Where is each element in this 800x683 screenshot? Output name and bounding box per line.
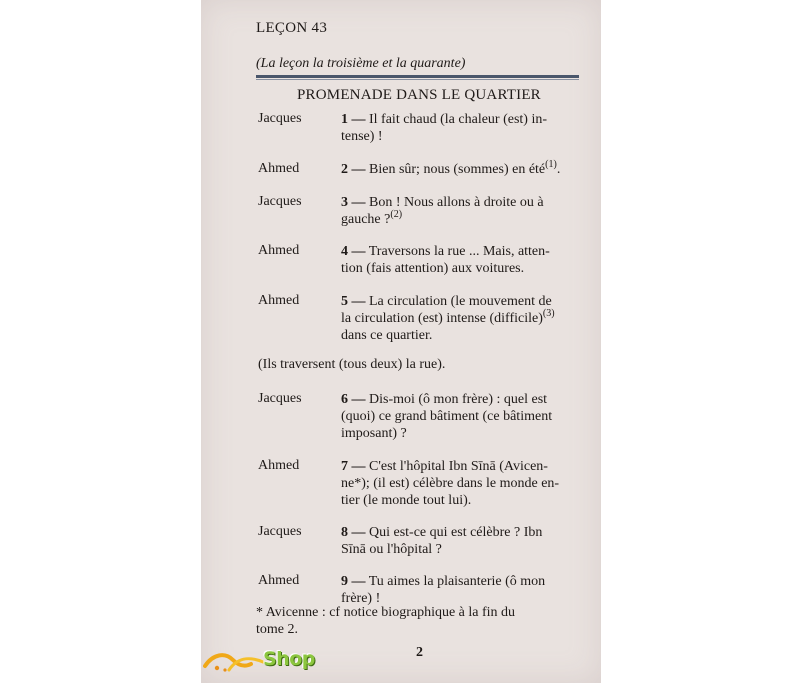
stage-direction: (Ils traversent (tous deux) la rue). (258, 357, 446, 372)
dialogue-text: Qui est-ce qui est célèbre ? Ibn (369, 525, 543, 540)
dialogue-text: frère) ! (341, 591, 381, 606)
swoosh-icon (203, 648, 267, 676)
dialogue-line-1 (341, 111, 582, 145)
header-rule-thin (256, 79, 579, 80)
dialogue-text: la circulation (est) intense (difficile) (341, 311, 543, 326)
line-number: 1 — (341, 112, 366, 127)
dialogue-text: gauche ? (341, 212, 391, 227)
dialogue-text: Il fait chaud (la chaleur (est) in- (369, 112, 548, 127)
dialogue-text: Bon ! Nous allons à droite ou à (369, 195, 544, 210)
dialogue-text: La circulation (le mouvement de (369, 294, 552, 309)
speaker-8: Jacques (258, 524, 302, 539)
footnote-line: tome 2. (256, 622, 298, 637)
dialogue-text: tense) ! (341, 129, 383, 144)
speaker-9: Ahmed (258, 573, 300, 588)
dialogue-text: tier (le monde tout lui). (341, 493, 472, 508)
section-heading: PROMENADE DANS LE QUARTIER (297, 87, 541, 103)
shop-logo (203, 644, 323, 678)
dialogue-text: Traversons la rue ... Mais, atten- (368, 244, 550, 259)
note-ref: (2) (390, 209, 403, 220)
line-number: 7 — (341, 459, 366, 474)
page-number: 2 (416, 645, 423, 660)
dialogue-text: . (556, 162, 561, 177)
speaker-3: Jacques (258, 194, 302, 209)
dialogue-text: ne*); (il est) célèbre dans le monde en- (341, 476, 560, 491)
line-number: 4 — (341, 244, 366, 259)
dialogue-line-3 (341, 194, 582, 228)
line-number: 5 — (341, 294, 366, 309)
dialogue-text: Sīnā ou l'hôpital ? (341, 542, 442, 557)
line-number: 9 — (341, 574, 366, 589)
note-ref: (1) (545, 159, 557, 170)
dialogue-text: imposant) ? (341, 426, 407, 441)
logo-text: Shop (263, 648, 315, 670)
speaker-5: Ahmed (258, 293, 300, 308)
dialogue-text: C'est l'hôpital Ibn Sīnā (Avicen- (369, 459, 548, 474)
dialogue-line-9 (341, 573, 582, 607)
dialogue-line-6 (341, 391, 582, 442)
dialogue-line-8 (341, 524, 582, 558)
footnote (256, 604, 582, 638)
dialogue-text: (quoi) ce grand bâtiment (ce bâtiment (341, 409, 553, 424)
dialogue-line-2 (341, 161, 582, 178)
lesson-title: LEÇON 43 (256, 20, 328, 36)
dialogue-text: Dis-moi (ô mon frère) : quel est (369, 392, 548, 407)
dialogue-line-5 (341, 293, 582, 344)
dialogue-text: dans ce quartier. (341, 328, 433, 343)
speaker-2: Ahmed (258, 161, 300, 176)
speaker-6: Jacques (258, 391, 302, 406)
dialogue-line-7 (341, 458, 582, 509)
dialogue-text: tion (fais attention) aux voitures. (341, 261, 525, 276)
note-ref: (3) (542, 308, 555, 319)
speaker-1: Jacques (258, 111, 302, 126)
line-number: 2 — (341, 162, 366, 177)
dialogue-text: Tu aimes la plaisanterie (ô mon (368, 574, 546, 589)
dialogue-text: Bien sûr; nous (sommes) en été (369, 162, 546, 177)
speaker-7: Ahmed (258, 458, 300, 473)
line-number: 6 — (341, 392, 366, 407)
speaker-4: Ahmed (258, 243, 300, 258)
line-number: 8 — (341, 525, 366, 540)
dialogue-line-4 (341, 243, 582, 277)
book-page (201, 0, 601, 683)
lesson-subtitle: (La leçon la troisième et la quarante) (256, 56, 466, 71)
header-rule (256, 75, 579, 78)
line-number: 3 — (341, 195, 366, 210)
footnote-line: * Avicenne : cf notice biographique à la fin du (256, 605, 516, 620)
